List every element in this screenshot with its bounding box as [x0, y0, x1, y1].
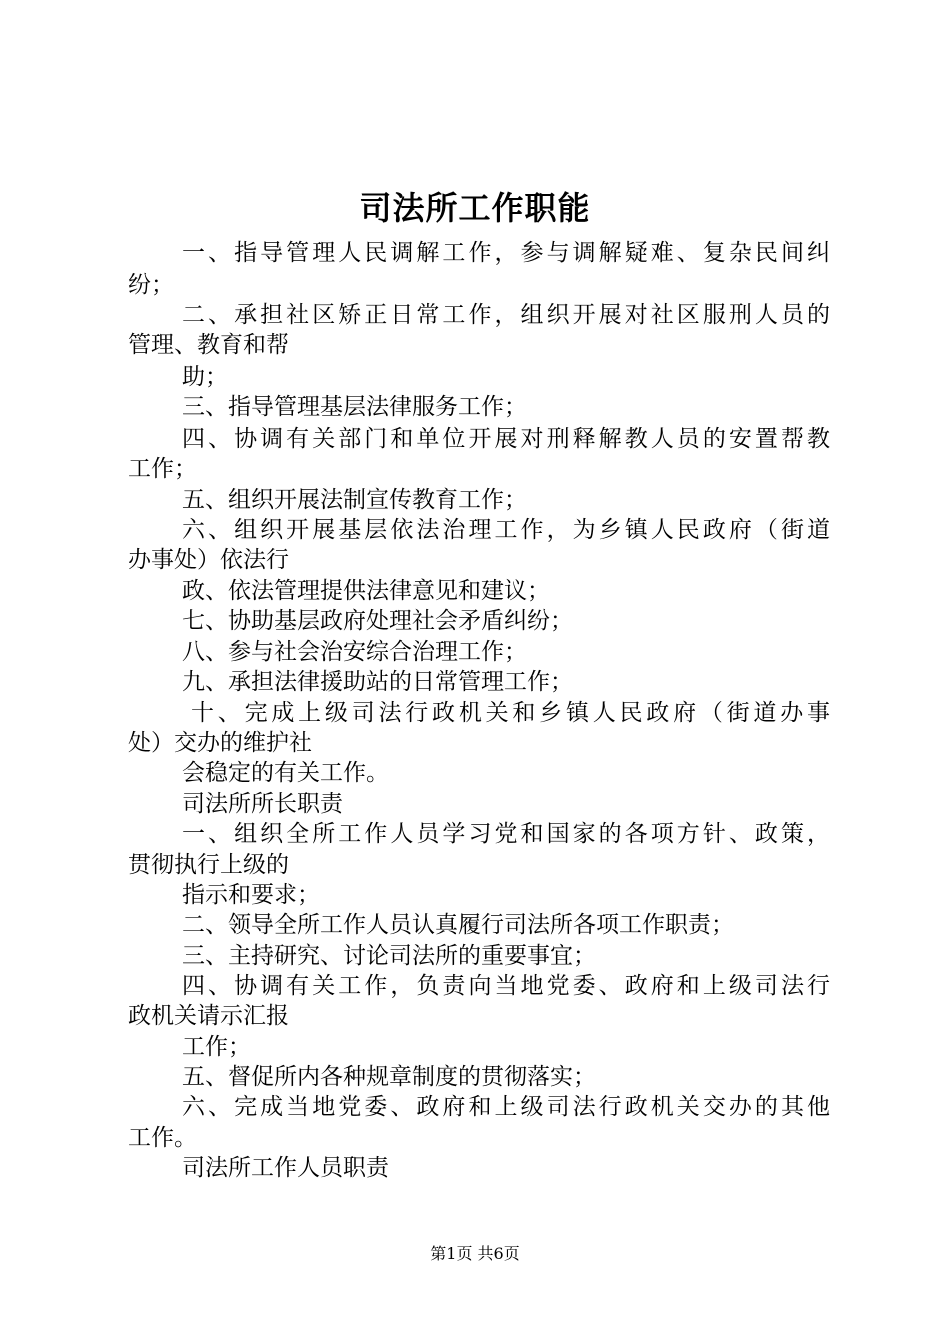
page-footer: 第1页 共6页 — [430, 1244, 520, 1263]
text-line: 二、领导全所工作人员认真履行司法所各项工作职责； — [182, 912, 734, 938]
section-heading: 司法所所长职责 — [182, 791, 343, 817]
text-line: 工作； — [128, 456, 197, 482]
section-heading: 司法所工作人员职责 — [182, 1155, 389, 1181]
text-line: 三、指导管理基层法律服务工作； — [182, 394, 527, 420]
text-line: 七、协助基层政府处理社会矛盾纠纷； — [182, 608, 573, 634]
text-line: 六、组织开展基层依法治理工作，为乡镇人民政府（街道 — [182, 517, 830, 543]
text-line: 五、组织开展法制宣传教育工作； — [182, 487, 527, 513]
text-line: 政机关请示汇报 — [128, 1003, 289, 1029]
text-line: 处）交办的维护社 — [128, 730, 312, 756]
text-line: 纷； — [128, 272, 174, 298]
text-line: 三、主持研究、讨论司法所的重要事宜； — [182, 943, 596, 969]
text-line: 四、协调有关部门和单位开展对刑释解教人员的安置帮教 — [182, 426, 830, 452]
text-line: 指示和要求； — [182, 882, 320, 908]
text-line: 管理、教育和帮 — [128, 332, 289, 358]
text-line: 贯彻执行上级的 — [128, 852, 289, 878]
text-line: 二、承担社区矫正日常工作，组织开展对社区服刑人员的 — [182, 302, 830, 328]
text-line: 四、协调有关工作，负责向当地党委、政府和上级司法行 — [182, 973, 830, 999]
text-line: 九、承担法律援助站的日常管理工作； — [182, 669, 573, 695]
text-line: 一、组织全所工作人员学习党和国家的各项方针、政策， — [182, 821, 830, 847]
text-line: 工作。 — [128, 1125, 197, 1151]
text-line: 八、参与社会治安综合治理工作； — [182, 639, 527, 665]
page-title: 司法所工作职能 — [359, 189, 591, 227]
text-line: 会稳定的有关工作。 — [182, 760, 389, 786]
text-line: 五、督促所内各种规章制度的贯彻落实； — [182, 1064, 596, 1090]
text-line: 政、依法管理提供法律意见和建议； — [182, 578, 550, 604]
text-line: 办事处）依法行 — [128, 547, 289, 573]
text-line: 工作； — [182, 1034, 251, 1060]
text-line: 十、完成上级司法行政机关和乡镇人民政府（街道办事 — [191, 700, 830, 726]
text-line: 助； — [182, 364, 228, 390]
text-line: 一、指导管理人民调解工作，参与调解疑难、复杂民间纠 — [182, 240, 830, 266]
text-line: 六、完成当地党委、政府和上级司法行政机关交办的其他 — [182, 1094, 830, 1120]
